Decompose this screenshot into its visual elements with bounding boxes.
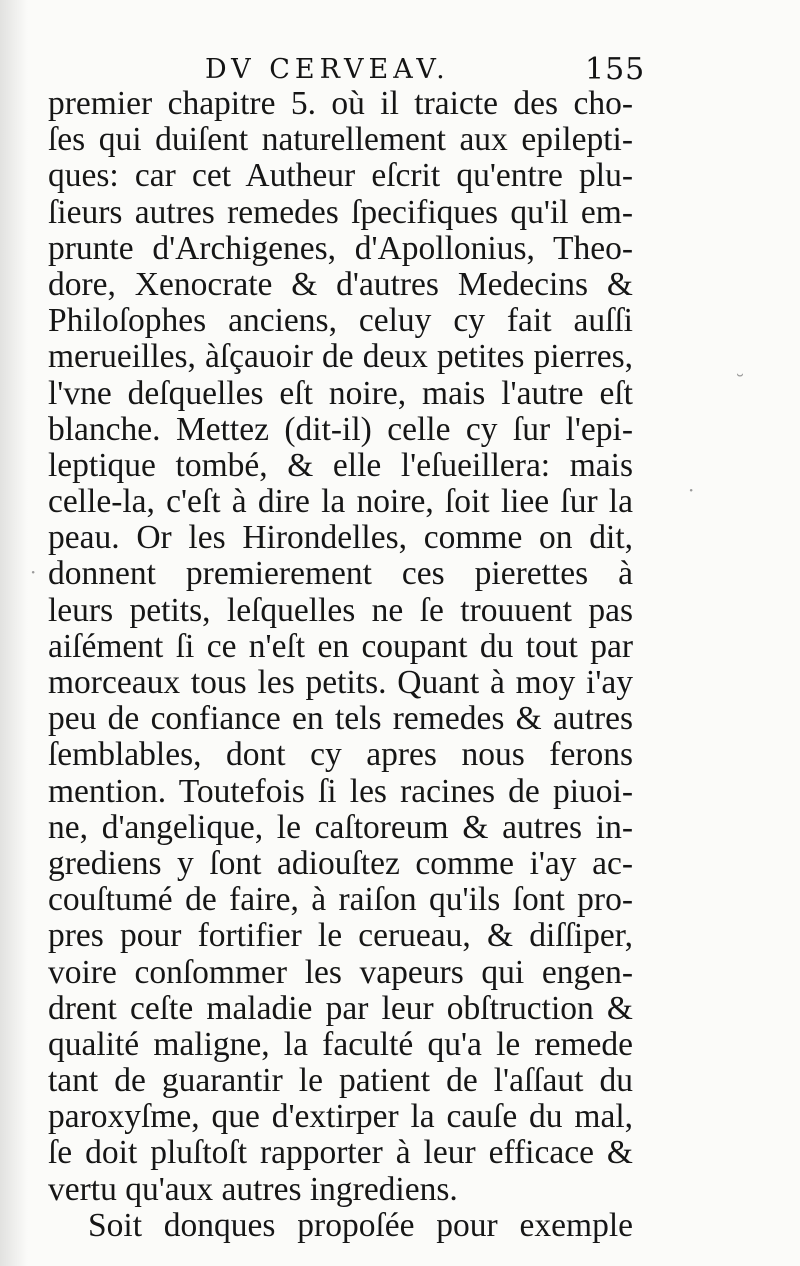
margin-mark: ˘ (735, 370, 745, 394)
text-line: paroxyſme, que d'extirper la cauſe du mal, (48, 1098, 633, 1136)
text-line: premier chapitre 5. où il traicte des cho- (48, 85, 633, 122)
text-line: morceaux tous les petits. Quant à moy i'ay (48, 664, 633, 701)
text-line: qualité maligne, la faculté qu'a le remede (48, 1025, 633, 1063)
running-head: DV CERVEAV. (205, 54, 450, 85)
text-line: leptique tombé, & elle l'eſueillera: mais (48, 446, 633, 484)
text-line: ques: car cet Autheur eſcrit qu'entre plu- (48, 157, 633, 195)
text-line: ſe doit pluſtoſt rapporter à leur efficace & (48, 1134, 633, 1172)
text-line: ne, d'angelique, le caſtoreum & autres in- (48, 808, 633, 846)
text-line: celle-la, c'eſt à dire la noire, ſoit liee ſur la (48, 483, 633, 521)
text-line: grediens y ſont adiouſtez comme i'ay ac- (48, 844, 633, 882)
text-line: dore, Xenocrate & d'autres Medecins & (48, 265, 633, 303)
text-line: merueilles, àſçauoir de deux petites pierres, (48, 338, 633, 376)
text-line: Philoſophes anciens, celuy cy fait auſſi (48, 302, 633, 340)
margin-mark: · (30, 560, 37, 584)
text-line: pres pour fortifier le cerueau, & diſſiper, (48, 917, 633, 955)
body-text (48, 86, 633, 1244)
text-line: prunte d'Archigenes, d'Apollonius, Theo- (48, 229, 633, 267)
text-line: ſes qui duiſent naturellement aux epilepti- (48, 121, 633, 159)
text-line: blanche. Mettez (dit-il) celle cy ſur l'epi- (48, 410, 633, 448)
text-line: leurs petits, leſquelles ne ſe trouuent pas (48, 591, 633, 629)
text-line: voire conſommer les vapeurs qui engen- (48, 953, 633, 991)
page-number: 155 (585, 52, 646, 87)
text-line: ſemblables, dont cy apres nous ferons (48, 736, 633, 774)
text-line: ſieurs autres remedes ſpecifiques qu'il em- (48, 193, 633, 231)
text-line: mention. Toutefois ſi les racines de piuoi- (48, 772, 633, 810)
text-line-paragraph-start: Soit donques propoſée pour exemple (88, 1206, 633, 1244)
text-line: peau. Or les Hirondelles, comme on dit, (48, 519, 633, 557)
text-line: peu de confiance en tels remedes & autres (48, 700, 633, 738)
text-line: l'vne deſquelles eſt noire, mais l'autre eſt (48, 374, 633, 412)
margin-mark: · (688, 478, 695, 502)
text-line: donnent premierement ces pierettes à (48, 555, 633, 593)
text-line-paragraph-end: vertu qu'aux autres ingrediens. (48, 1170, 458, 1208)
gutter-shadow (0, 0, 28, 1266)
text-line: couſtumé de faire, à raiſon qu'ils ſont pro- (48, 881, 633, 919)
text-line: drent ceſte maladie par leur obſtruction & (48, 989, 633, 1027)
text-line: aiſément ſi ce n'eſt en coupant du tout par (48, 627, 633, 665)
text-line: tant de guarantir le patient de l'aſſaut du (48, 1062, 633, 1100)
